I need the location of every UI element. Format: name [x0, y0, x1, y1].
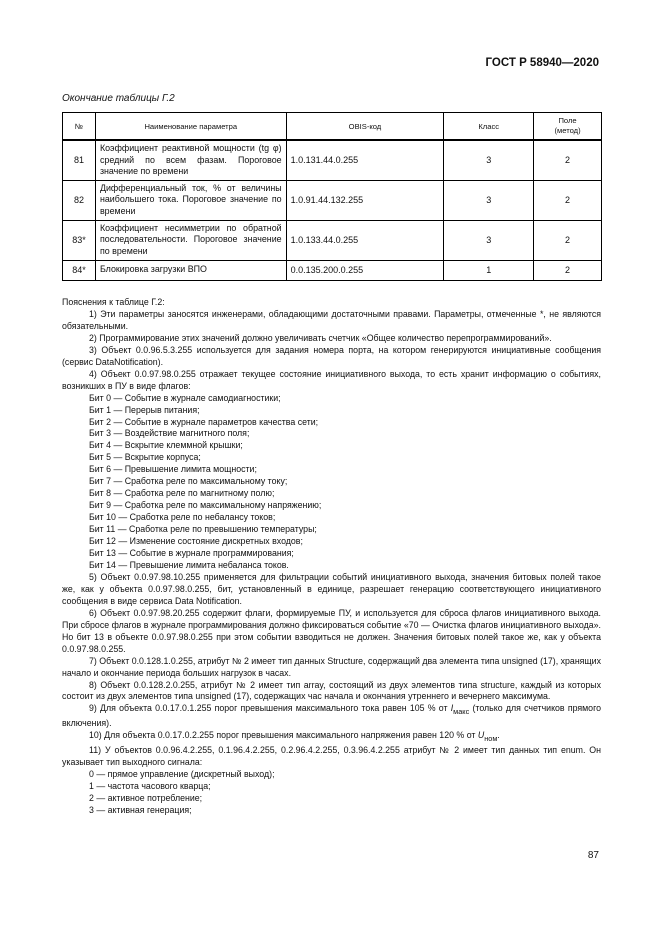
cell-class: 1 — [444, 260, 534, 280]
table-row — [63, 140, 602, 180]
bit-flag-item: Бит 4 — Вскрытие клеммной крышки; — [89, 440, 243, 451]
cell-name: Дифференциальный ток, % от величины наибольшего тока. Пороговое значение по времени — [95, 180, 286, 220]
cell-field: 2 — [534, 180, 602, 220]
cell-num: 83* — [63, 220, 96, 260]
table-row — [63, 220, 602, 260]
table-notes — [62, 297, 601, 816]
table-row — [63, 180, 602, 220]
note-10 — [62, 730, 601, 745]
bit-flag-item: Бит 3 — Воздействие магнитного поля; — [89, 428, 250, 439]
bit-flag-item: Бит 14 — Превышение лимита небаланса токов. — [89, 559, 289, 570]
col-header-field-line2: (метод) — [554, 126, 581, 135]
cell-field: 2 — [534, 140, 602, 180]
col-header-field — [534, 113, 602, 141]
table-caption: Окончание таблицы Г.2 — [62, 93, 175, 104]
note-4: 4) Объект 0.0.97.98.0.255 отражает текущее состояние инициативного выхода, то есть хранит информацию о событиях, возникших в ПУ в виде флагов: — [62, 368, 601, 391]
cell-class: 3 — [444, 180, 534, 220]
page-number: 87 — [587, 850, 599, 861]
voltage-subscript: ном — [484, 733, 498, 743]
note-8: 8) Объект 0.0.128.2.0.255, атрибут № 2 имеет тип array, состоящий из двух элементов типа structure, каждый из которых состоит из двух элементов типа unsigned (17), содержащих час начала и окончания утреннего и вечернего максимума. — [62, 679, 601, 702]
note-5: 5) Объект 0.0.97.98.10.255 применяется для фильтрации событий инициативного выхода, значения битовых полей такое же, как у объекта 0.0.97.98.0.255, бит, установленный в единице, разрешает генерацию соответствующего инициативного сообщения в виде сервиса Data Notification. — [62, 571, 601, 606]
cell-num: 84* — [63, 260, 96, 280]
note-9-text-end: (только для счетчиков прямого включения). — [62, 703, 601, 729]
current-symbol: I — [450, 703, 454, 714]
cell-num: 81 — [63, 140, 96, 180]
cell-name: Коэффициент реактивной мощности (tg φ) средний по всем фазам. Пороговое значение по времени — [95, 140, 286, 180]
bit-flag-item: Бит 9 — Сработка реле по максимальному напряжению; — [89, 500, 322, 511]
cell-name: Коэффициент несимметрии по обратной последовательности. Пороговое значение по времени — [95, 220, 286, 260]
bit-flag-item: Бит 0 — Событие в журнале самодиагностики; — [89, 392, 281, 403]
note-7: 7) Объект 0.0.128.1.0.255, атрибут № 2 имеет тип данных Structure, содержащий два элемента типа unsigned (17), хранящих начало и окончание периода больших нагрузок в часах. — [62, 655, 601, 678]
col-header-obis: OBIS-код — [286, 113, 444, 141]
bit-flag-item: Бит 2 — Событие в журнале параметров качества сети; — [89, 416, 319, 427]
col-header-num: № — [63, 113, 96, 141]
col-header-class: Класс — [444, 113, 534, 141]
bit-flag-item: Бит 1 — Перерыв питания; — [89, 404, 200, 415]
notes-heading: Пояснения к таблице Г.2: — [62, 297, 165, 307]
note-10-text-end: . — [497, 730, 500, 741]
col-header-field-line1: Поле — [558, 116, 577, 125]
output-mode-item: 2 — активное потребление; — [89, 792, 203, 803]
note-1: 1) Эти параметры заносятся инженерами, обладающими достаточными правами. Параметры, отмеченные *, не являются обязательными. — [62, 308, 601, 331]
cell-obis: 1.0.91.44.132.255 — [286, 180, 444, 220]
note-3: 3) Объект 0.0.96.5.3.255 используется для задания номера порта, на котором генерируются инициативные сообщения (сервис DataNotification). — [62, 344, 601, 367]
current-subscript: макс — [453, 707, 470, 717]
note-2: 2) Программирование этих значений должно увеличивать счетчик «Общее количество перепрограммирований». — [89, 332, 552, 343]
col-header-name: Наименование параметра — [95, 113, 286, 141]
note-10-text-start: 10) Для объекта 0.0.17.0.2.255 порог превышения максимального напряжения равен 120 % от — [89, 730, 478, 741]
table-row — [63, 260, 602, 280]
note-9 — [62, 703, 601, 730]
bit-flag-item: Бит 8 — Сработка реле по магнитному полю; — [89, 488, 275, 499]
bit-flag-item: Бит 13 — Событие в журнале программирования; — [89, 548, 294, 559]
cell-obis: 1.0.131.44.0.255 — [286, 140, 444, 180]
cell-class: 3 — [444, 220, 534, 260]
table-header-row — [63, 113, 602, 141]
output-mode-item: 3 — активная генерация; — [89, 804, 192, 815]
parameters-table — [62, 112, 602, 281]
bit-flag-item: Бит 6 — Превышение лимита мощности; — [89, 464, 257, 475]
note-6: 6) Объект 0.0.97.98.20.255 содержит флаги, формируемые ПУ, и используется для сброса флагов инициативного выхода. При сбросе флагов в журнале программирования должно фиксироваться событие «70 — Очистка флагов инициативного выхода». Но бит 13 в объекте 0.0.97.98.0.255 при этом событии взводиться не должен. Значения битовых полей такое же, как у объекта 0.0.97.98.0.255. — [62, 607, 601, 654]
cell-num: 82 — [63, 180, 96, 220]
cell-field: 2 — [534, 260, 602, 280]
bit-flag-item: Бит 10 — Сработка реле по небалансу токов; — [89, 512, 276, 523]
cell-field: 2 — [534, 220, 602, 260]
bit-flag-item: Бит 12 — Изменение состояние дискретных входов; — [89, 536, 303, 547]
cell-class: 3 — [444, 140, 534, 180]
bit-flag-item: Бит 7 — Сработка реле по максимальному току; — [89, 476, 288, 487]
voltage-symbol: U — [477, 730, 485, 741]
note-9-text-start: 9) Для объекта 0.0.17.0.1.255 порог превышения максимального тока равен 105 % от — [89, 703, 451, 714]
bit-flag-item: Бит 5 — Вскрытие корпуса; — [89, 452, 201, 463]
cell-name: Блокировка загрузки ВПО — [95, 260, 286, 280]
standard-number: ГОСТ Р 58940—2020 — [485, 57, 599, 69]
bit-flag-item: Бит 11 — Сработка реле по превышению температуры; — [89, 524, 317, 535]
output-mode-item: 0 — прямое управление (дискретный выход); — [89, 768, 275, 779]
cell-obis: 0.0.135.200.0.255 — [286, 260, 444, 280]
cell-obis: 1.0.133.44.0.255 — [286, 220, 444, 260]
note-11: 11) У объектов 0.0.96.4.2.255, 0.1.96.4.2.255, 0.2.96.4.2.255, 0.3.96.4.2.255 атрибут № 2 имеет тип данных тип enum. Он указывает тип выходного сигнала: — [62, 744, 601, 767]
output-mode-item: 1 — частота часового кварца; — [89, 780, 211, 791]
